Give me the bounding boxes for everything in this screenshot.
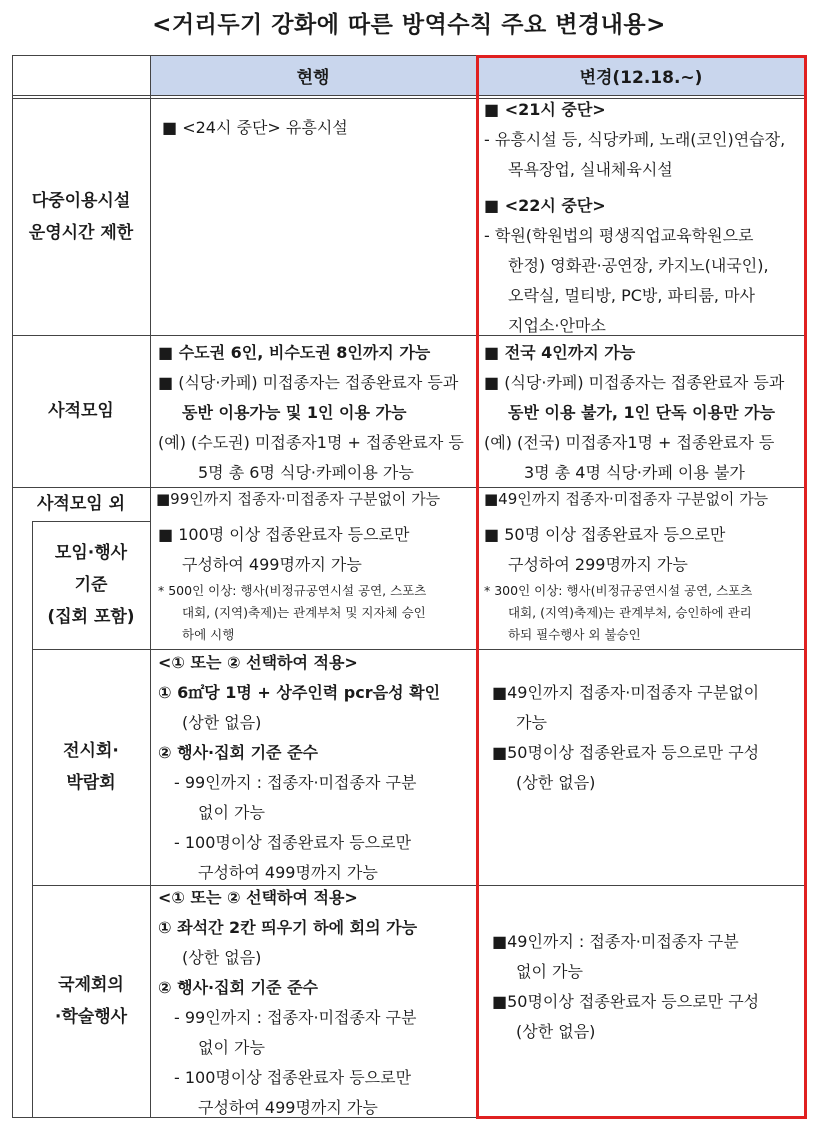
header-changed-label: 변경(12.18.~) [579,67,703,88]
exhibition-current-line: ② 행사·집회 기준 준수 [158,743,318,762]
private-label: 사적모임 [48,401,114,421]
conference-current-line: ① 좌석간 2칸 띄우기 하에 회의 가능 [158,918,418,937]
private-changed [484,338,802,488]
exhibition-current-line: - 100명이상 접종완료자 등으로만 [174,833,412,852]
conference-changed-line: ■49인까지 : 접종자·미접종자 구분 [492,932,739,951]
gathering-changed-line: 구성하여 299명까지 가능 [508,555,688,574]
row-label-other [12,487,150,521]
gathering-changed-line: 하되 필수행사 외 불승인 [508,627,641,642]
hours-changed-line: - 학원(학원법의 평생직업교육학원으로 [484,226,754,245]
private-current-line: ■ (식당·카페) 미접종자는 접종완료자 등과 [158,373,459,392]
private-changed-line: 동반 이용 불가, 1인 단독 이용만 가능 [508,403,776,422]
private-current-line: ■ 수도권 6인, 비수도권 8인까지 가능 [158,343,431,362]
exhibition-changed-line: (상한 없음) [516,773,596,792]
other-changed-line: ■49인까지 접종자·미접종자 구분없이 가능 [484,490,769,508]
private-current-line: 5명 총 6명 식당·카페이용 가능 [198,463,414,482]
hours-changed-line: 오락실, 멀티방, PC방, 파티룸, 마사 [508,286,755,305]
private-current [158,338,474,488]
conference-label-line2: ·학술행사 [54,1007,128,1027]
gathering-changed-line: * 300인 이상: 행사(비정규공연시설 공연, 스포츠 [484,583,753,598]
gathering-current-line: 대회, (지역)축제)는 관계부처 및 지자체 승인 [182,605,426,620]
other-current-line: ■99인까지 접종자·미접종자 구분없이 가능 [156,490,441,508]
row-label-hours [12,98,150,335]
rules-table [12,55,806,1117]
exhibition-current-line: - 99인까지 : 접종자·미접종자 구분 [174,773,417,792]
gathering-current-line: * 500인 이상: 행사(비정규공연시설 공연, 스포츠 [158,583,427,598]
other-changed [484,484,802,514]
hours-changed [484,95,802,341]
conference-current-line: 구성하여 499명까지 가능 [198,1098,378,1117]
exhibition-changed-line: ■49인까지 접종자·미접종자 구분없이 [492,683,760,702]
exhibition-label-line2: 박람회 [66,773,116,793]
row-label-gathering [32,521,150,649]
conference-current-line: <① 또는 ② 선택하여 적용> [158,888,358,907]
gathering-label-line2: 기준 [74,575,108,595]
exhibition-current-line: ① 6㎡당 1명 + 상주인력 pcr음성 확인 [158,683,441,702]
exhibition-current-line: 구성하여 499명까지 가능 [198,863,378,882]
exhibition-current [158,648,474,888]
gathering-label-line1: 모임·행사 [54,543,128,563]
exhibition-current-line: 없이 가능 [198,803,265,822]
row-label-private [12,335,150,487]
gathering-current-line: ■ 100명 이상 접종완료자 등으로만 [158,525,410,544]
row-label-exhibition [32,649,150,885]
hours-changed-line: 지업소·안마소 [508,316,606,335]
hours-current [162,113,470,143]
conference-current [158,883,474,1123]
conference-current-line: (상한 없음) [182,948,262,967]
exhibition-current-line: <① 또는 ② 선택하여 적용> [158,653,358,672]
conference-changed-line: ■50명이상 접종완료자 등으로만 구성 [492,992,760,1011]
row-label-conference [32,885,150,1117]
hours-changed-line: 목욕장업, 실내체육시설 [508,160,673,179]
header-changed [476,55,806,95]
exhibition-label-line1: 전시회· [63,741,119,761]
private-current-line: 동반 이용가능 및 1인 이용 가능 [182,403,407,422]
gathering-changed [484,520,802,646]
header-current [150,55,476,95]
private-changed-line: (예) (전국) 미접종자1명 + 접종완료자 등 [484,433,775,452]
hours-label-line2: 운영시간 제한 [28,222,134,243]
page-title: <거리두기 강화에 따른 방역수칙 주요 변경내용> [152,12,666,38]
header-current-label: 현행 [296,67,330,88]
conference-current-line: 없이 가능 [198,1038,265,1057]
exhibition-changed [492,678,804,798]
gathering-current-line: 하에 시행 [182,627,235,642]
conference-changed-line: (상한 없음) [516,1022,596,1041]
conference-label-line1: 국제회의 [58,975,124,995]
hours-label-line1: 다중이용시설 [31,190,131,211]
exhibition-changed-line: 가능 [516,713,547,732]
other-current [156,484,474,514]
hours-changed-line: - 유흥시설 등, 식당카페, 노래(코인)연습장, [484,130,786,149]
hours-changed-line: ■ <22시 중단> [484,196,606,215]
private-current-line: (예) (수도권) 미접종자1명 + 접종완료자 등 [158,433,464,452]
conference-current-line: - 100명이상 접종완료자 등으로만 [174,1068,412,1087]
hours-changed-line: ■ <21시 중단> [484,100,606,119]
hours-current-line: ■ <24시 중단> 유흥시설 [162,118,348,137]
gathering-changed-line: 대회, (지역)축제)는 관계부처, 승인하에 관리 [508,605,752,620]
hours-changed-line: 한정) 영화관·공연장, 카지노(내국인), [508,256,769,275]
exhibition-changed-line: ■50명이상 접종완료자 등으로만 구성 [492,743,760,762]
private-changed-line: ■ (식당·카페) 미접종자는 접종완료자 등과 [484,373,785,392]
exhibition-current-line: (상한 없음) [182,713,262,732]
gathering-changed-line: ■ 50명 이상 접종완료자 등으로만 [484,525,726,544]
gathering-label-line3: (집회 포함) [47,607,135,627]
conference-changed [492,927,804,1047]
conference-current-line: - 99인까지 : 접종자·미접종자 구분 [174,1008,417,1027]
private-changed-line: ■ 전국 4인까지 가능 [484,343,636,362]
conference-changed-line: 없이 가능 [516,962,583,981]
gathering-current-line: 구성하여 499명까지 가능 [182,555,362,574]
other-label: 사적모임 외 [36,494,126,514]
gathering-current [158,520,474,646]
private-changed-line: 3명 총 4명 식당·카페 이용 불가 [524,463,745,482]
conference-current-line: ② 행사·집회 기준 준수 [158,978,318,997]
